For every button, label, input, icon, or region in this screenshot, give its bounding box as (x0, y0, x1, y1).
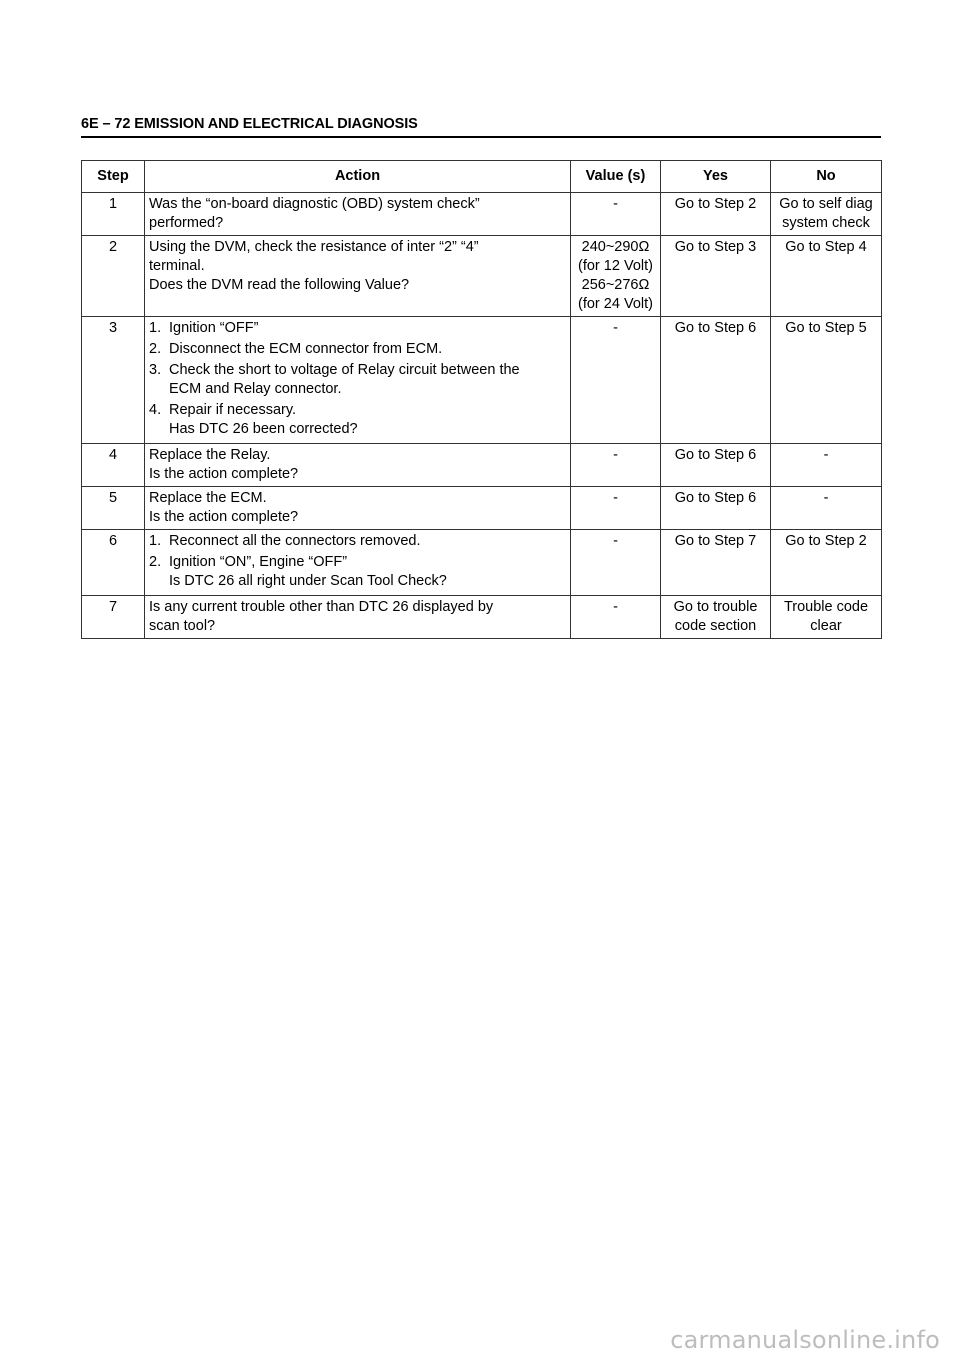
yes-cell (661, 193, 771, 236)
action-line: Is the action complete? (149, 466, 299, 482)
list-number: 2. (149, 341, 162, 357)
value-line: 256~276Ω (581, 277, 650, 293)
action-cell (145, 236, 571, 317)
yes-line: Go to Step 6 (674, 320, 757, 336)
list-number: 1. (149, 533, 162, 549)
value-cell (571, 487, 661, 530)
value-cell (571, 193, 661, 236)
action-cell (145, 444, 571, 487)
no-cell (771, 596, 882, 639)
action-line: Has DTC 26 been corrected? (169, 421, 358, 437)
step-cell: 5 (82, 487, 145, 530)
action-cell (145, 487, 571, 530)
no-line: clear (810, 618, 842, 634)
action-line: terminal. (149, 258, 205, 274)
table-row (82, 317, 882, 444)
value-line: - (613, 599, 618, 615)
no-cell (771, 487, 882, 530)
action-list-item (149, 361, 566, 399)
action-line: Replace the Relay. (149, 447, 271, 463)
no-line: - (823, 490, 829, 506)
action-line: Check the short to voltage of Relay circuit between the (169, 362, 520, 378)
action-line: Repair if necessary. (169, 402, 297, 418)
yes-cell (661, 487, 771, 530)
diagnostic-table (81, 160, 882, 639)
value-cell (571, 236, 661, 317)
action-line: Is DTC 26 all right under Scan Tool Check? (169, 573, 447, 589)
column-header-yes: Yes (661, 161, 771, 193)
action-line: Was the “on-board diagnostic (OBD) system check” (149, 196, 480, 212)
watermark: carmanualsonline.info (670, 1326, 940, 1354)
value-cell (571, 596, 661, 639)
value-line: 240~290Ω (581, 239, 650, 255)
value-line: - (613, 196, 618, 212)
value-cell (571, 444, 661, 487)
action-list-item (149, 340, 566, 359)
table-header-row (82, 161, 882, 193)
action-cell (145, 530, 571, 596)
yes-cell (661, 444, 771, 487)
yes-line: Go to Step 7 (674, 533, 757, 549)
value-line: - (613, 447, 618, 463)
yes-line: Go to Step 6 (674, 490, 757, 506)
action-line: Ignition “ON”, Engine “OFF” (169, 554, 348, 570)
table-row (82, 236, 882, 317)
action-line: performed? (149, 215, 224, 231)
value-line: - (613, 490, 618, 506)
action-line: Reconnect all the connectors removed. (169, 533, 421, 549)
action-cell (145, 596, 571, 639)
table-row (82, 530, 882, 596)
yes-line: Go to trouble (673, 599, 758, 615)
value-cell (571, 530, 661, 596)
step-cell: 4 (82, 444, 145, 487)
list-number: 2. (149, 554, 162, 570)
action-line: Ignition “OFF” (169, 320, 259, 336)
yes-cell (661, 317, 771, 444)
list-number: 3. (149, 362, 162, 378)
column-header-action: Action (145, 161, 571, 193)
yes-cell (661, 596, 771, 639)
value-line: - (613, 533, 618, 549)
action-list-item (149, 532, 566, 551)
yes-line: Go to Step 2 (674, 196, 757, 212)
action-line: Does the DVM read the following Value? (149, 277, 410, 293)
yes-cell (661, 236, 771, 317)
column-header-no: No (771, 161, 882, 193)
table-row (82, 596, 882, 639)
value-line: (for 24 Volt) (578, 296, 653, 312)
action-line: Is any current trouble other than DTC 26 displayed by (149, 599, 494, 615)
no-line: system check (782, 215, 870, 231)
step-cell: 6 (82, 530, 145, 596)
no-line: Go to Step 5 (785, 320, 867, 336)
no-cell (771, 530, 882, 596)
value-line: - (613, 320, 618, 336)
action-list-item (149, 553, 566, 591)
step-cell: 1 (82, 193, 145, 236)
yes-line: code section (674, 618, 757, 634)
no-line: Go to Step 4 (785, 239, 867, 255)
table-row (82, 444, 882, 487)
action-line: Using the DVM, check the resistance of inter “2” “4” (149, 239, 479, 255)
action-line: scan tool? (149, 618, 216, 634)
step-cell: 7 (82, 596, 145, 639)
no-line: Trouble code (783, 599, 869, 615)
no-cell (771, 317, 882, 444)
no-cell (771, 236, 882, 317)
action-line: ECM and Relay connector. (169, 381, 342, 397)
table-body (82, 193, 882, 639)
no-line: Go to Step 2 (785, 533, 867, 549)
yes-line: Go to Step 6 (674, 447, 757, 463)
page-title: 6E – 72 EMISSION AND ELECTRICAL DIAGNOSIS (81, 116, 881, 138)
no-line: - (823, 447, 829, 463)
action-cell (145, 317, 571, 444)
yes-cell (661, 530, 771, 596)
table-row (82, 487, 882, 530)
action-list-item (149, 319, 566, 338)
column-header-step: Step (82, 161, 145, 193)
table-row (82, 193, 882, 236)
step-cell: 2 (82, 236, 145, 317)
yes-line: Go to Step 3 (674, 239, 757, 255)
no-cell (771, 193, 882, 236)
action-line: Disconnect the ECM connector from ECM. (169, 341, 443, 357)
action-list-item (149, 401, 566, 439)
value-cell (571, 317, 661, 444)
step-cell: 3 (82, 317, 145, 444)
action-cell (145, 193, 571, 236)
no-line: Go to self diag (779, 196, 873, 212)
value-line: (for 12 Volt) (578, 258, 653, 274)
action-line: Replace the ECM. (149, 490, 267, 506)
list-number: 4. (149, 402, 162, 418)
column-header-value: Value (s) (571, 161, 661, 193)
list-number: 1. (149, 320, 162, 336)
action-line: Is the action complete? (149, 509, 299, 525)
no-cell (771, 444, 882, 487)
